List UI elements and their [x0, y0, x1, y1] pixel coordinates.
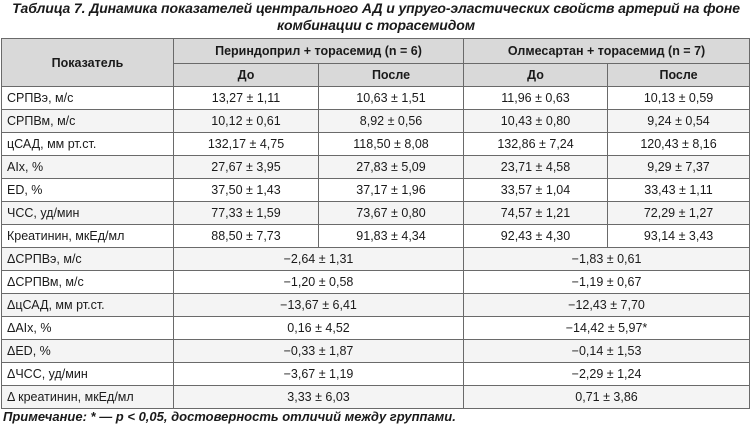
table-row	[2, 110, 750, 133]
cell-g1-after: 73,67 ± 0,80	[319, 202, 464, 225]
delta-row	[2, 363, 750, 386]
header-g1-after: После	[319, 64, 464, 87]
cell-g2-before: 74,57 ± 1,21	[464, 202, 608, 225]
delta-g2: −2,29 ± 1,24	[464, 363, 750, 386]
delta-row	[2, 317, 750, 340]
delta-g1: −13,67 ± 6,41	[174, 294, 464, 317]
row-label: AIx, %	[2, 156, 174, 179]
delta-g1: −1,20 ± 0,58	[174, 271, 464, 294]
header-group-perindopril: Периндоприл + торасемид (n = 6)	[174, 39, 464, 64]
delta-g1: 0,16 ± 4,52	[174, 317, 464, 340]
cell-g1-before: 10,12 ± 0,61	[174, 110, 319, 133]
table-row	[2, 179, 750, 202]
delta-row	[2, 386, 750, 409]
header-g2-before: До	[464, 64, 608, 87]
cell-g2-before: 92,43 ± 4,30	[464, 225, 608, 248]
header-indicator: Показатель	[2, 39, 174, 87]
row-label: СРПВэ, м/с	[2, 87, 174, 110]
cell-g2-after: 33,43 ± 1,11	[608, 179, 750, 202]
cell-g1-after: 10,63 ± 1,51	[319, 87, 464, 110]
delta-label: ΔED, %	[2, 340, 174, 363]
row-label: Креатинин, мкЕд/мл	[2, 225, 174, 248]
delta-row	[2, 248, 750, 271]
caption-line-2: комбинации с торасемидом	[277, 17, 475, 33]
header-g1-before: До	[174, 64, 319, 87]
cell-g1-before: 77,33 ± 1,59	[174, 202, 319, 225]
row-label: ЧСС, уд/мин	[2, 202, 174, 225]
delta-row	[2, 294, 750, 317]
delta-label: ΔAIx, %	[2, 317, 174, 340]
row-label: ED, %	[2, 179, 174, 202]
delta-g2: −14,42 ± 5,97*	[464, 317, 750, 340]
table-row	[2, 87, 750, 110]
cell-g2-after: 9,29 ± 7,37	[608, 156, 750, 179]
cell-g1-after: 91,83 ± 4,34	[319, 225, 464, 248]
cell-g2-before: 132,86 ± 7,24	[464, 133, 608, 156]
delta-g1: −0,33 ± 1,87	[174, 340, 464, 363]
delta-row	[2, 340, 750, 363]
cell-g2-before: 10,43 ± 0,80	[464, 110, 608, 133]
cell-g1-after: 27,83 ± 5,09	[319, 156, 464, 179]
table-row	[2, 225, 750, 248]
delta-label: Δ креатинин, мкЕд/мл	[2, 386, 174, 409]
header-group-olmesartan: Олмесартан + торасемид (n = 7)	[464, 39, 750, 64]
delta-g2: 0,71 ± 3,86	[464, 386, 750, 409]
delta-g2: −12,43 ± 7,70	[464, 294, 750, 317]
cell-g2-after: 93,14 ± 3,43	[608, 225, 750, 248]
delta-label: ΔСРПВэ, м/с	[2, 248, 174, 271]
cell-g2-after: 9,24 ± 0,54	[608, 110, 750, 133]
delta-g1: 3,33 ± 6,03	[174, 386, 464, 409]
cell-g1-after: 37,17 ± 1,96	[319, 179, 464, 202]
results-table	[1, 38, 750, 409]
delta-g2: −1,19 ± 0,67	[464, 271, 750, 294]
delta-g2: −1,83 ± 0,61	[464, 248, 750, 271]
cell-g1-before: 132,17 ± 4,75	[174, 133, 319, 156]
header-row-groups	[2, 39, 750, 64]
row-label: СРПВм, м/с	[2, 110, 174, 133]
cell-g2-before: 23,71 ± 4,58	[464, 156, 608, 179]
cell-g2-after: 120,43 ± 8,16	[608, 133, 750, 156]
cell-g1-before: 88,50 ± 7,73	[174, 225, 319, 248]
cell-g2-after: 72,29 ± 1,27	[608, 202, 750, 225]
cell-g1-before: 27,67 ± 3,95	[174, 156, 319, 179]
cell-g1-after: 118,50 ± 8,08	[319, 133, 464, 156]
table-row	[2, 133, 750, 156]
cell-g1-before: 37,50 ± 1,43	[174, 179, 319, 202]
table-footnote: Примечание: * — p < 0,05, достоверность отличий между группами.	[3, 409, 456, 424]
table-row	[2, 156, 750, 179]
delta-label: ΔцСАД, мм рт.ст.	[2, 294, 174, 317]
cell-g1-after: 8,92 ± 0,56	[319, 110, 464, 133]
cell-g2-before: 33,57 ± 1,04	[464, 179, 608, 202]
delta-row	[2, 271, 750, 294]
caption-line-1: Таблица 7. Динамика показателей центрального АД и упруго-эластических свойств артерий на фоне	[12, 0, 740, 16]
header-g2-after: После	[608, 64, 750, 87]
table-row	[2, 202, 750, 225]
cell-g1-before: 13,27 ± 1,11	[174, 87, 319, 110]
cell-g2-after: 10,13 ± 0,59	[608, 87, 750, 110]
delta-label: ΔСРПВм, м/с	[2, 271, 174, 294]
delta-g1: −3,67 ± 1,19	[174, 363, 464, 386]
cell-g2-before: 11,96 ± 0,63	[464, 87, 608, 110]
delta-label: ΔЧСС, уд/мин	[2, 363, 174, 386]
delta-g1: −2,64 ± 1,31	[174, 248, 464, 271]
row-label: цСАД, мм рт.ст.	[2, 133, 174, 156]
table-caption	[0, 0, 752, 33]
delta-g2: −0,14 ± 1,53	[464, 340, 750, 363]
